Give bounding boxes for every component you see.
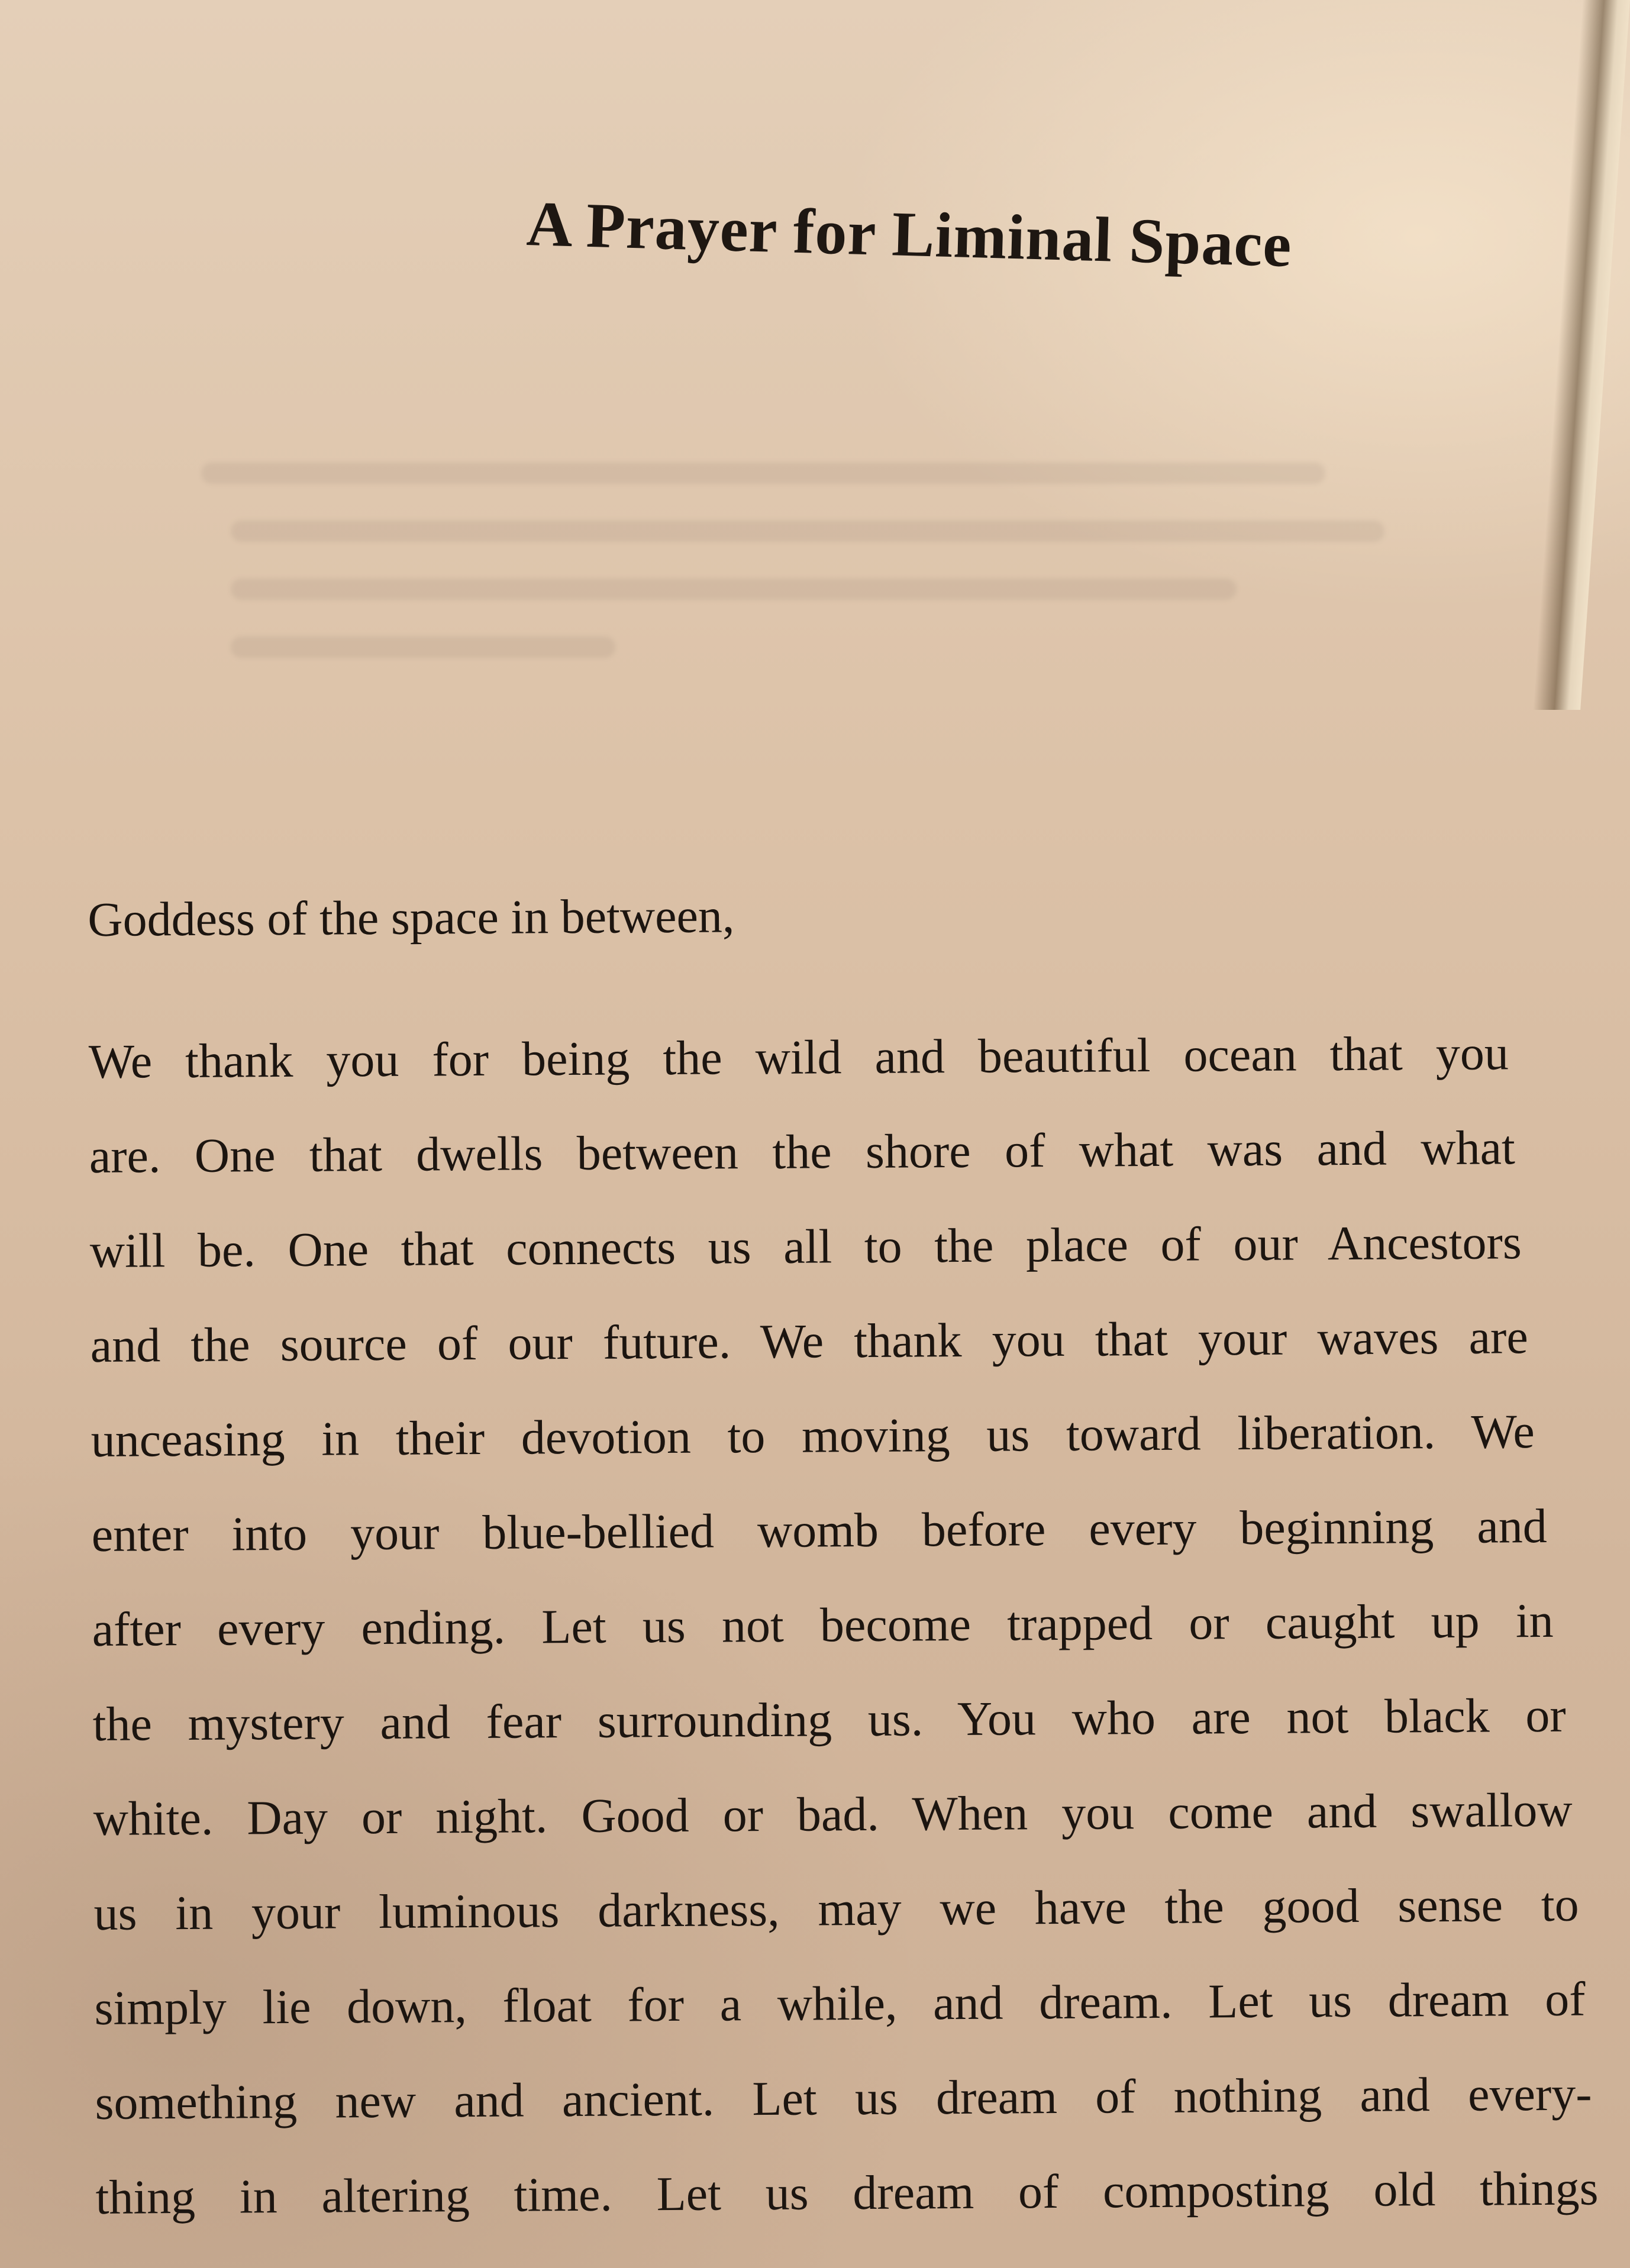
text-line: us in your luminous darkness, may we have the good sense to xyxy=(93,1877,1579,1940)
text-line: enter into your blue-bellied womb before every beginning and xyxy=(91,1498,1547,1562)
text-line: simply lie down, float for a while, and dream. Let us dream of xyxy=(94,1972,1586,2035)
prayer-paragraph xyxy=(88,1006,1599,2245)
text-line: are. One that dwells between the shore of what was and what xyxy=(89,1120,1516,1183)
bleed-line xyxy=(231,521,1384,542)
text-line: unceasing in their devotion to moving us toward liberation. We xyxy=(91,1404,1535,1467)
prayer-body xyxy=(88,875,1599,2245)
text-line: after every ending. Let us not become trapped or caught up in xyxy=(92,1593,1554,1656)
bleed-line xyxy=(231,579,1237,600)
text-line: and the source of our future. We thank you that your waves are xyxy=(90,1310,1528,1372)
bleed-line xyxy=(201,463,1325,484)
bleed-line xyxy=(231,637,615,658)
salutation: Goddess of the space in between, xyxy=(88,889,735,946)
page-title: A Prayer for Liminal Space xyxy=(525,189,1293,281)
text-line: the mystery and fear surrounding us. You who are not black or xyxy=(92,1688,1566,1751)
text-line: white. Day or night. Good or bad. When you come and swallow xyxy=(93,1782,1573,1846)
text-line: something new and ancient. Let us dream of nothing and every- xyxy=(95,2066,1592,2130)
book-binding-shadow xyxy=(1533,0,1630,710)
text-line: will be. One that connects us all to the place of our Ancestors xyxy=(89,1215,1522,1278)
text-line: We thank you for being the wild and beautiful ocean that you xyxy=(88,1026,1509,1088)
text-line: thing in altering time. Let us dream of composting old things xyxy=(95,2161,1599,2224)
bleed-through-text xyxy=(201,426,1414,694)
